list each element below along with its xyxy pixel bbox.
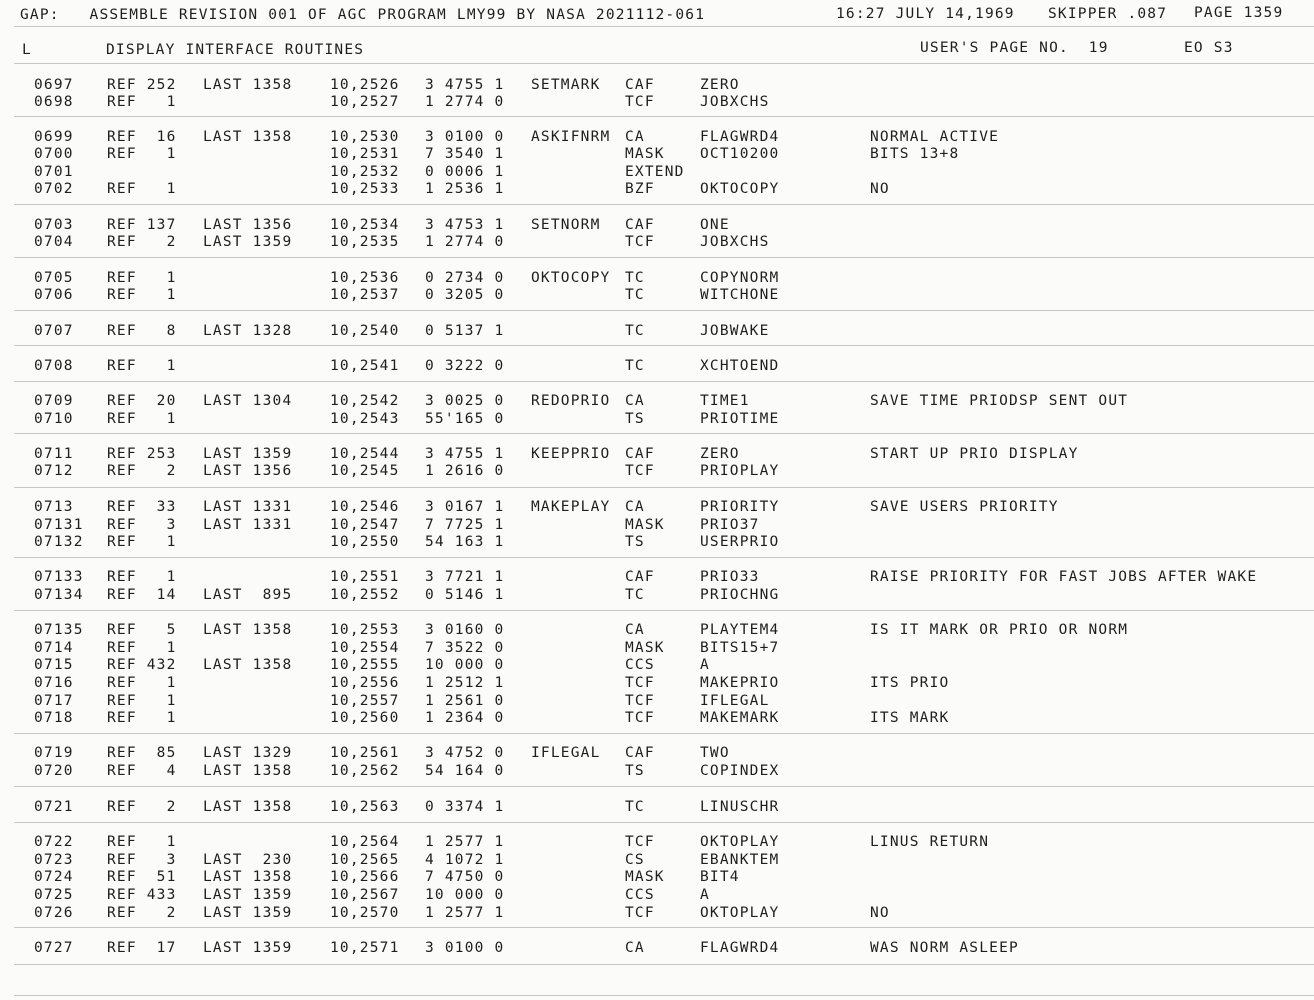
- opcode: TC: [625, 270, 645, 286]
- opcode: CA: [625, 499, 645, 515]
- octal-code: 3 0025 0: [425, 393, 505, 409]
- ref-count: REF 2: [107, 799, 177, 815]
- address: 10,2550: [330, 534, 400, 550]
- ref-count: REF 1: [107, 146, 177, 162]
- ref-count: REF 1: [107, 640, 177, 656]
- comment: ITS PRIO: [870, 675, 950, 691]
- opcode: CCS: [625, 887, 655, 903]
- opcode: CCS: [625, 657, 655, 673]
- line-number: 0710: [34, 411, 74, 427]
- paper-rule-line: [14, 26, 1314, 27]
- line-number: 0705: [34, 270, 74, 286]
- paper-rule-line: [14, 995, 1314, 996]
- opcode: TCF: [625, 94, 655, 110]
- operand: ONE: [700, 217, 730, 233]
- ref-count: REF 16: [107, 129, 177, 145]
- ref-count: REF 1: [107, 181, 177, 197]
- address: 10,2560: [330, 710, 400, 726]
- ref-count: REF 1: [107, 287, 177, 303]
- paper-rule-line: [14, 381, 1314, 382]
- last-ref: LAST 1304: [203, 393, 293, 409]
- address: 10,2537: [330, 287, 400, 303]
- ref-count: REF 252: [107, 77, 177, 93]
- last-ref: LAST 1358: [203, 657, 293, 673]
- paper-rule-line: [14, 964, 1314, 965]
- section-title: DISPLAY INTERFACE ROUTINES: [106, 42, 365, 58]
- opcode: BZF: [625, 181, 655, 197]
- label: ASKIFNRM: [531, 129, 611, 145]
- address: 10,2541: [330, 358, 400, 374]
- label: SETMARK: [531, 77, 601, 93]
- paper-rule-line: [14, 257, 1314, 258]
- last-ref: LAST 1356: [203, 217, 293, 233]
- section-marker: L: [22, 42, 32, 58]
- opcode: TC: [625, 323, 645, 339]
- label: SETNORM: [531, 217, 601, 233]
- label: KEEPPRIO: [531, 446, 611, 462]
- operand: PRIO37: [700, 517, 760, 533]
- address: 10,2553: [330, 622, 400, 638]
- octal-code: 0 0006 1: [425, 164, 505, 180]
- octal-code: 3 0100 0: [425, 940, 505, 956]
- ref-count: REF 5: [107, 622, 177, 638]
- line-number: 0714: [34, 640, 74, 656]
- last-ref: LAST 1358: [203, 763, 293, 779]
- opcode: CAF: [625, 569, 655, 585]
- operand: PRIOCHNG: [700, 587, 780, 603]
- comment: IS IT MARK OR PRIO OR NORM: [870, 622, 1129, 638]
- address: 10,2535: [330, 234, 400, 250]
- operand: A: [700, 887, 710, 903]
- operand: COPYNORM: [700, 270, 780, 286]
- opcode: TCF: [625, 834, 655, 850]
- address: 10,2532: [330, 164, 400, 180]
- octal-code: 7 7725 1: [425, 517, 505, 533]
- octal-code: 4 1072 1: [425, 852, 505, 868]
- line-number: 0716: [34, 675, 74, 691]
- operand: PLAYTEM4: [700, 622, 780, 638]
- opcode: TC: [625, 287, 645, 303]
- last-ref: LAST 1329: [203, 745, 293, 761]
- opcode: MASK: [625, 517, 665, 533]
- line-number: 0720: [34, 763, 74, 779]
- line-number: 0713: [34, 499, 74, 515]
- ref-count: REF 51: [107, 869, 177, 885]
- line-number: 0708: [34, 358, 74, 374]
- operand: ZERO: [700, 446, 740, 462]
- octal-code: 3 0167 1: [425, 499, 505, 515]
- address: 10,2567: [330, 887, 400, 903]
- address: 10,2551: [330, 569, 400, 585]
- operand: PRIO33: [700, 569, 760, 585]
- ref-count: REF 432: [107, 657, 177, 673]
- paper-rule-line: [14, 204, 1314, 205]
- last-ref: LAST 1331: [203, 517, 293, 533]
- line-number: 0725: [34, 887, 74, 903]
- paper-rule-line: [14, 927, 1314, 928]
- address: 10,2534: [330, 217, 400, 233]
- address: 10,2563: [330, 799, 400, 815]
- paper-rule-line: [14, 433, 1314, 434]
- octal-code: 54 164 0: [425, 763, 505, 779]
- ref-count: REF 3: [107, 517, 177, 533]
- octal-code: 7 3540 1: [425, 146, 505, 162]
- address: 10,2556: [330, 675, 400, 691]
- opcode: TS: [625, 411, 645, 427]
- operand: TWO: [700, 745, 730, 761]
- line-number: 0706: [34, 287, 74, 303]
- opcode: TC: [625, 358, 645, 374]
- line-number: 0712: [34, 463, 74, 479]
- ref-count: REF 2: [107, 234, 177, 250]
- comment: WAS NORM ASLEEP: [870, 940, 1019, 956]
- operand: OKTOPLAY: [700, 905, 780, 921]
- operand: MAKEMARK: [700, 710, 780, 726]
- operand: FLAGWRD4: [700, 129, 780, 145]
- comment: BITS 13+8: [870, 146, 960, 162]
- opcode: TC: [625, 799, 645, 815]
- paper-rule-line: [14, 116, 1314, 117]
- last-ref: LAST 1359: [203, 446, 293, 462]
- ref-count: REF 1: [107, 534, 177, 550]
- operand: COPINDEX: [700, 763, 780, 779]
- line-number: 07132: [34, 534, 84, 550]
- opcode: EXTEND: [625, 164, 685, 180]
- line-number: 0702: [34, 181, 74, 197]
- opcode: CAF: [625, 446, 655, 462]
- address: 10,2546: [330, 499, 400, 515]
- eo-label: EO S3: [1184, 40, 1234, 56]
- opcode: TC: [625, 587, 645, 603]
- last-ref: LAST 895: [203, 587, 293, 603]
- ref-count: REF 1: [107, 710, 177, 726]
- opcode: CA: [625, 129, 645, 145]
- octal-code: 54 163 1: [425, 534, 505, 550]
- octal-code: 55'165 0: [425, 411, 505, 427]
- paper-rule-line: [14, 822, 1314, 823]
- ref-count: REF 2: [107, 463, 177, 479]
- paper-rule-line: [14, 733, 1314, 734]
- line-number: 0700: [34, 146, 74, 162]
- octal-code: 3 4753 1: [425, 217, 505, 233]
- comment: START UP PRIO DISPLAY: [870, 446, 1079, 462]
- line-number: 0701: [34, 164, 74, 180]
- octal-code: 1 2774 0: [425, 94, 505, 110]
- address: 10,2540: [330, 323, 400, 339]
- last-ref: LAST 1358: [203, 77, 293, 93]
- octal-code: 7 4750 0: [425, 869, 505, 885]
- label: OKTOCOPY: [531, 270, 611, 286]
- ref-count: REF 3: [107, 852, 177, 868]
- opcode: TCF: [625, 234, 655, 250]
- operand: IFLEGAL: [700, 693, 770, 709]
- ref-count: REF 1: [107, 675, 177, 691]
- address: 10,2557: [330, 693, 400, 709]
- ref-count: REF 8: [107, 323, 177, 339]
- address: 10,2527: [330, 94, 400, 110]
- address: 10,2552: [330, 587, 400, 603]
- address: 10,2531: [330, 146, 400, 162]
- operand: JOBXCHS: [700, 234, 770, 250]
- line-number: 0698: [34, 94, 74, 110]
- address: 10,2571: [330, 940, 400, 956]
- opcode: TCF: [625, 675, 655, 691]
- comment: NO: [870, 181, 890, 197]
- octal-code: 7 3522 0: [425, 640, 505, 656]
- assembly-timestamp: 16:27 JULY 14,1969: [836, 6, 1015, 22]
- octal-code: 0 3374 1: [425, 799, 505, 815]
- opcode: TS: [625, 534, 645, 550]
- operand: XCHTOEND: [700, 358, 780, 374]
- address: 10,2554: [330, 640, 400, 656]
- ref-count: REF 2: [107, 905, 177, 921]
- operand: OCT10200: [700, 146, 780, 162]
- address: 10,2547: [330, 517, 400, 533]
- paper-rule-line: [14, 487, 1314, 488]
- operand: OKTOCOPY: [700, 181, 780, 197]
- label: REDOPRIO: [531, 393, 611, 409]
- users-page-number: USER'S PAGE NO. 19: [920, 40, 1109, 56]
- paper-rule-line: [14, 610, 1314, 611]
- opcode: CA: [625, 940, 645, 956]
- octal-code: 1 2577 1: [425, 905, 505, 921]
- address: 10,2564: [330, 834, 400, 850]
- skipper-label: SKIPPER .087: [1048, 6, 1168, 22]
- line-number: 0718: [34, 710, 74, 726]
- paper-rule-line: [14, 786, 1314, 787]
- last-ref: LAST 1359: [203, 887, 293, 903]
- address: 10,2544: [330, 446, 400, 462]
- octal-code: 3 4755 1: [425, 77, 505, 93]
- operand: MAKEPRIO: [700, 675, 780, 691]
- page-number: PAGE 1359: [1194, 5, 1284, 21]
- paper-rule-line: [14, 557, 1314, 558]
- ref-count: REF 1: [107, 569, 177, 585]
- opcode: TCF: [625, 710, 655, 726]
- last-ref: LAST 1358: [203, 799, 293, 815]
- opcode: TS: [625, 763, 645, 779]
- octal-code: 1 2616 0: [425, 463, 505, 479]
- octal-code: 1 2577 1: [425, 834, 505, 850]
- comment: ITS MARK: [870, 710, 950, 726]
- operand: PRIOTIME: [700, 411, 780, 427]
- line-number: 0719: [34, 745, 74, 761]
- line-number: 0697: [34, 77, 74, 93]
- address: 10,2561: [330, 745, 400, 761]
- line-number: 0726: [34, 905, 74, 921]
- address: 10,2545: [330, 463, 400, 479]
- last-ref: LAST 1359: [203, 234, 293, 250]
- octal-code: 0 5137 1: [425, 323, 505, 339]
- ref-count: REF 4: [107, 763, 177, 779]
- opcode: TCF: [625, 463, 655, 479]
- paper-rule-line: [14, 345, 1314, 346]
- octal-code: 3 4755 1: [425, 446, 505, 462]
- octal-code: 1 2512 1: [425, 675, 505, 691]
- opcode: CAF: [625, 745, 655, 761]
- opcode: TCF: [625, 693, 655, 709]
- line-number: 0707: [34, 323, 74, 339]
- ref-count: REF 85: [107, 745, 177, 761]
- ref-count: REF 433: [107, 887, 177, 903]
- line-number: 0709: [34, 393, 74, 409]
- last-ref: LAST 1359: [203, 905, 293, 921]
- comment: RAISE PRIORITY FOR FAST JOBS AFTER WAKE: [870, 569, 1258, 585]
- address: 10,2562: [330, 763, 400, 779]
- operand: A: [700, 657, 710, 673]
- octal-code: 1 2561 0: [425, 693, 505, 709]
- octal-code: 3 0160 0: [425, 622, 505, 638]
- ref-count: REF 1: [107, 411, 177, 427]
- operand: EBANKTEM: [700, 852, 780, 868]
- comment: SAVE USERS PRIORITY: [870, 499, 1059, 515]
- line-number: 0717: [34, 693, 74, 709]
- operand: JOBWAKE: [700, 323, 770, 339]
- label: MAKEPLAY: [531, 499, 611, 515]
- operand: PRIOPLAY: [700, 463, 780, 479]
- octal-code: 3 4752 0: [425, 745, 505, 761]
- comment: NORMAL ACTIVE: [870, 129, 1000, 145]
- ref-count: REF 14: [107, 587, 177, 603]
- line-number: 0721: [34, 799, 74, 815]
- comment: LINUS RETURN: [870, 834, 990, 850]
- opcode: MASK: [625, 146, 665, 162]
- line-number: 0727: [34, 940, 74, 956]
- line-number: 0722: [34, 834, 74, 850]
- opcode: CS: [625, 852, 645, 868]
- octal-code: 3 0100 0: [425, 129, 505, 145]
- last-ref: LAST 230: [203, 852, 293, 868]
- line-number: 0704: [34, 234, 74, 250]
- ref-count: REF 33: [107, 499, 177, 515]
- last-ref: LAST 1331: [203, 499, 293, 515]
- ref-count: REF 1: [107, 693, 177, 709]
- operand: ZERO: [700, 77, 740, 93]
- last-ref: LAST 1358: [203, 129, 293, 145]
- last-ref: LAST 1356: [203, 463, 293, 479]
- line-number: 0699: [34, 129, 74, 145]
- operand: PRIORITY: [700, 499, 780, 515]
- octal-code: 0 5146 1: [425, 587, 505, 603]
- operand: JOBXCHS: [700, 94, 770, 110]
- octal-code: 0 2734 0: [425, 270, 505, 286]
- assembly-title: GAP: ASSEMBLE REVISION 001 OF AGC PROGRAM LMY99 BY NASA 2021112-061: [20, 7, 706, 23]
- opcode: TCF: [625, 905, 655, 921]
- octal-code: 1 2364 0: [425, 710, 505, 726]
- line-number: 0715: [34, 657, 74, 673]
- address: 10,2533: [330, 181, 400, 197]
- octal-code: 1 2536 1: [425, 181, 505, 197]
- operand: OKTOPLAY: [700, 834, 780, 850]
- address: 10,2565: [330, 852, 400, 868]
- octal-code: 10 000 0: [425, 887, 505, 903]
- opcode: CAF: [625, 217, 655, 233]
- opcode: MASK: [625, 640, 665, 656]
- octal-code: 0 3205 0: [425, 287, 505, 303]
- line-number: 0703: [34, 217, 74, 233]
- ref-count: REF 1: [107, 270, 177, 286]
- paper-rule-line: [14, 310, 1314, 311]
- operand: WITCHONE: [700, 287, 780, 303]
- address: 10,2543: [330, 411, 400, 427]
- opcode: CA: [625, 393, 645, 409]
- line-number: 07135: [34, 622, 84, 638]
- ref-count: REF 1: [107, 94, 177, 110]
- line-number: 07134: [34, 587, 84, 603]
- octal-code: 10 000 0: [425, 657, 505, 673]
- line-number: 0723: [34, 852, 74, 868]
- label: IFLEGAL: [531, 745, 601, 761]
- line-number: 0711: [34, 446, 74, 462]
- line-number: 07133: [34, 569, 84, 585]
- address: 10,2536: [330, 270, 400, 286]
- ref-count: REF 20: [107, 393, 177, 409]
- last-ref: LAST 1358: [203, 622, 293, 638]
- opcode: MASK: [625, 869, 665, 885]
- paper-rule-line: [14, 63, 1314, 64]
- octal-code: 1 2774 0: [425, 234, 505, 250]
- octal-code: 3 7721 1: [425, 569, 505, 585]
- ref-count: REF 1: [107, 834, 177, 850]
- address: 10,2542: [330, 393, 400, 409]
- octal-code: 0 3222 0: [425, 358, 505, 374]
- operand: BIT4: [700, 869, 740, 885]
- comment: NO: [870, 905, 890, 921]
- address: 10,2555: [330, 657, 400, 673]
- line-number: 07131: [34, 517, 84, 533]
- operand: USERPRIO: [700, 534, 780, 550]
- line-number: 0724: [34, 869, 74, 885]
- opcode: CA: [625, 622, 645, 638]
- last-ref: LAST 1359: [203, 940, 293, 956]
- ref-count: REF 137: [107, 217, 177, 233]
- operand: BITS15+7: [700, 640, 780, 656]
- ref-count: REF 1: [107, 358, 177, 374]
- operand: FLAGWRD4: [700, 940, 780, 956]
- operand: LINUSCHR: [700, 799, 780, 815]
- address: 10,2530: [330, 129, 400, 145]
- operand: TIME1: [700, 393, 750, 409]
- ref-count: REF 253: [107, 446, 177, 462]
- ref-count: REF 17: [107, 940, 177, 956]
- address: 10,2570: [330, 905, 400, 921]
- comment: SAVE TIME PRIODSP SENT OUT: [870, 393, 1129, 409]
- last-ref: LAST 1328: [203, 323, 293, 339]
- last-ref: LAST 1358: [203, 869, 293, 885]
- address: 10,2526: [330, 77, 400, 93]
- address: 10,2566: [330, 869, 400, 885]
- opcode: CAF: [625, 77, 655, 93]
